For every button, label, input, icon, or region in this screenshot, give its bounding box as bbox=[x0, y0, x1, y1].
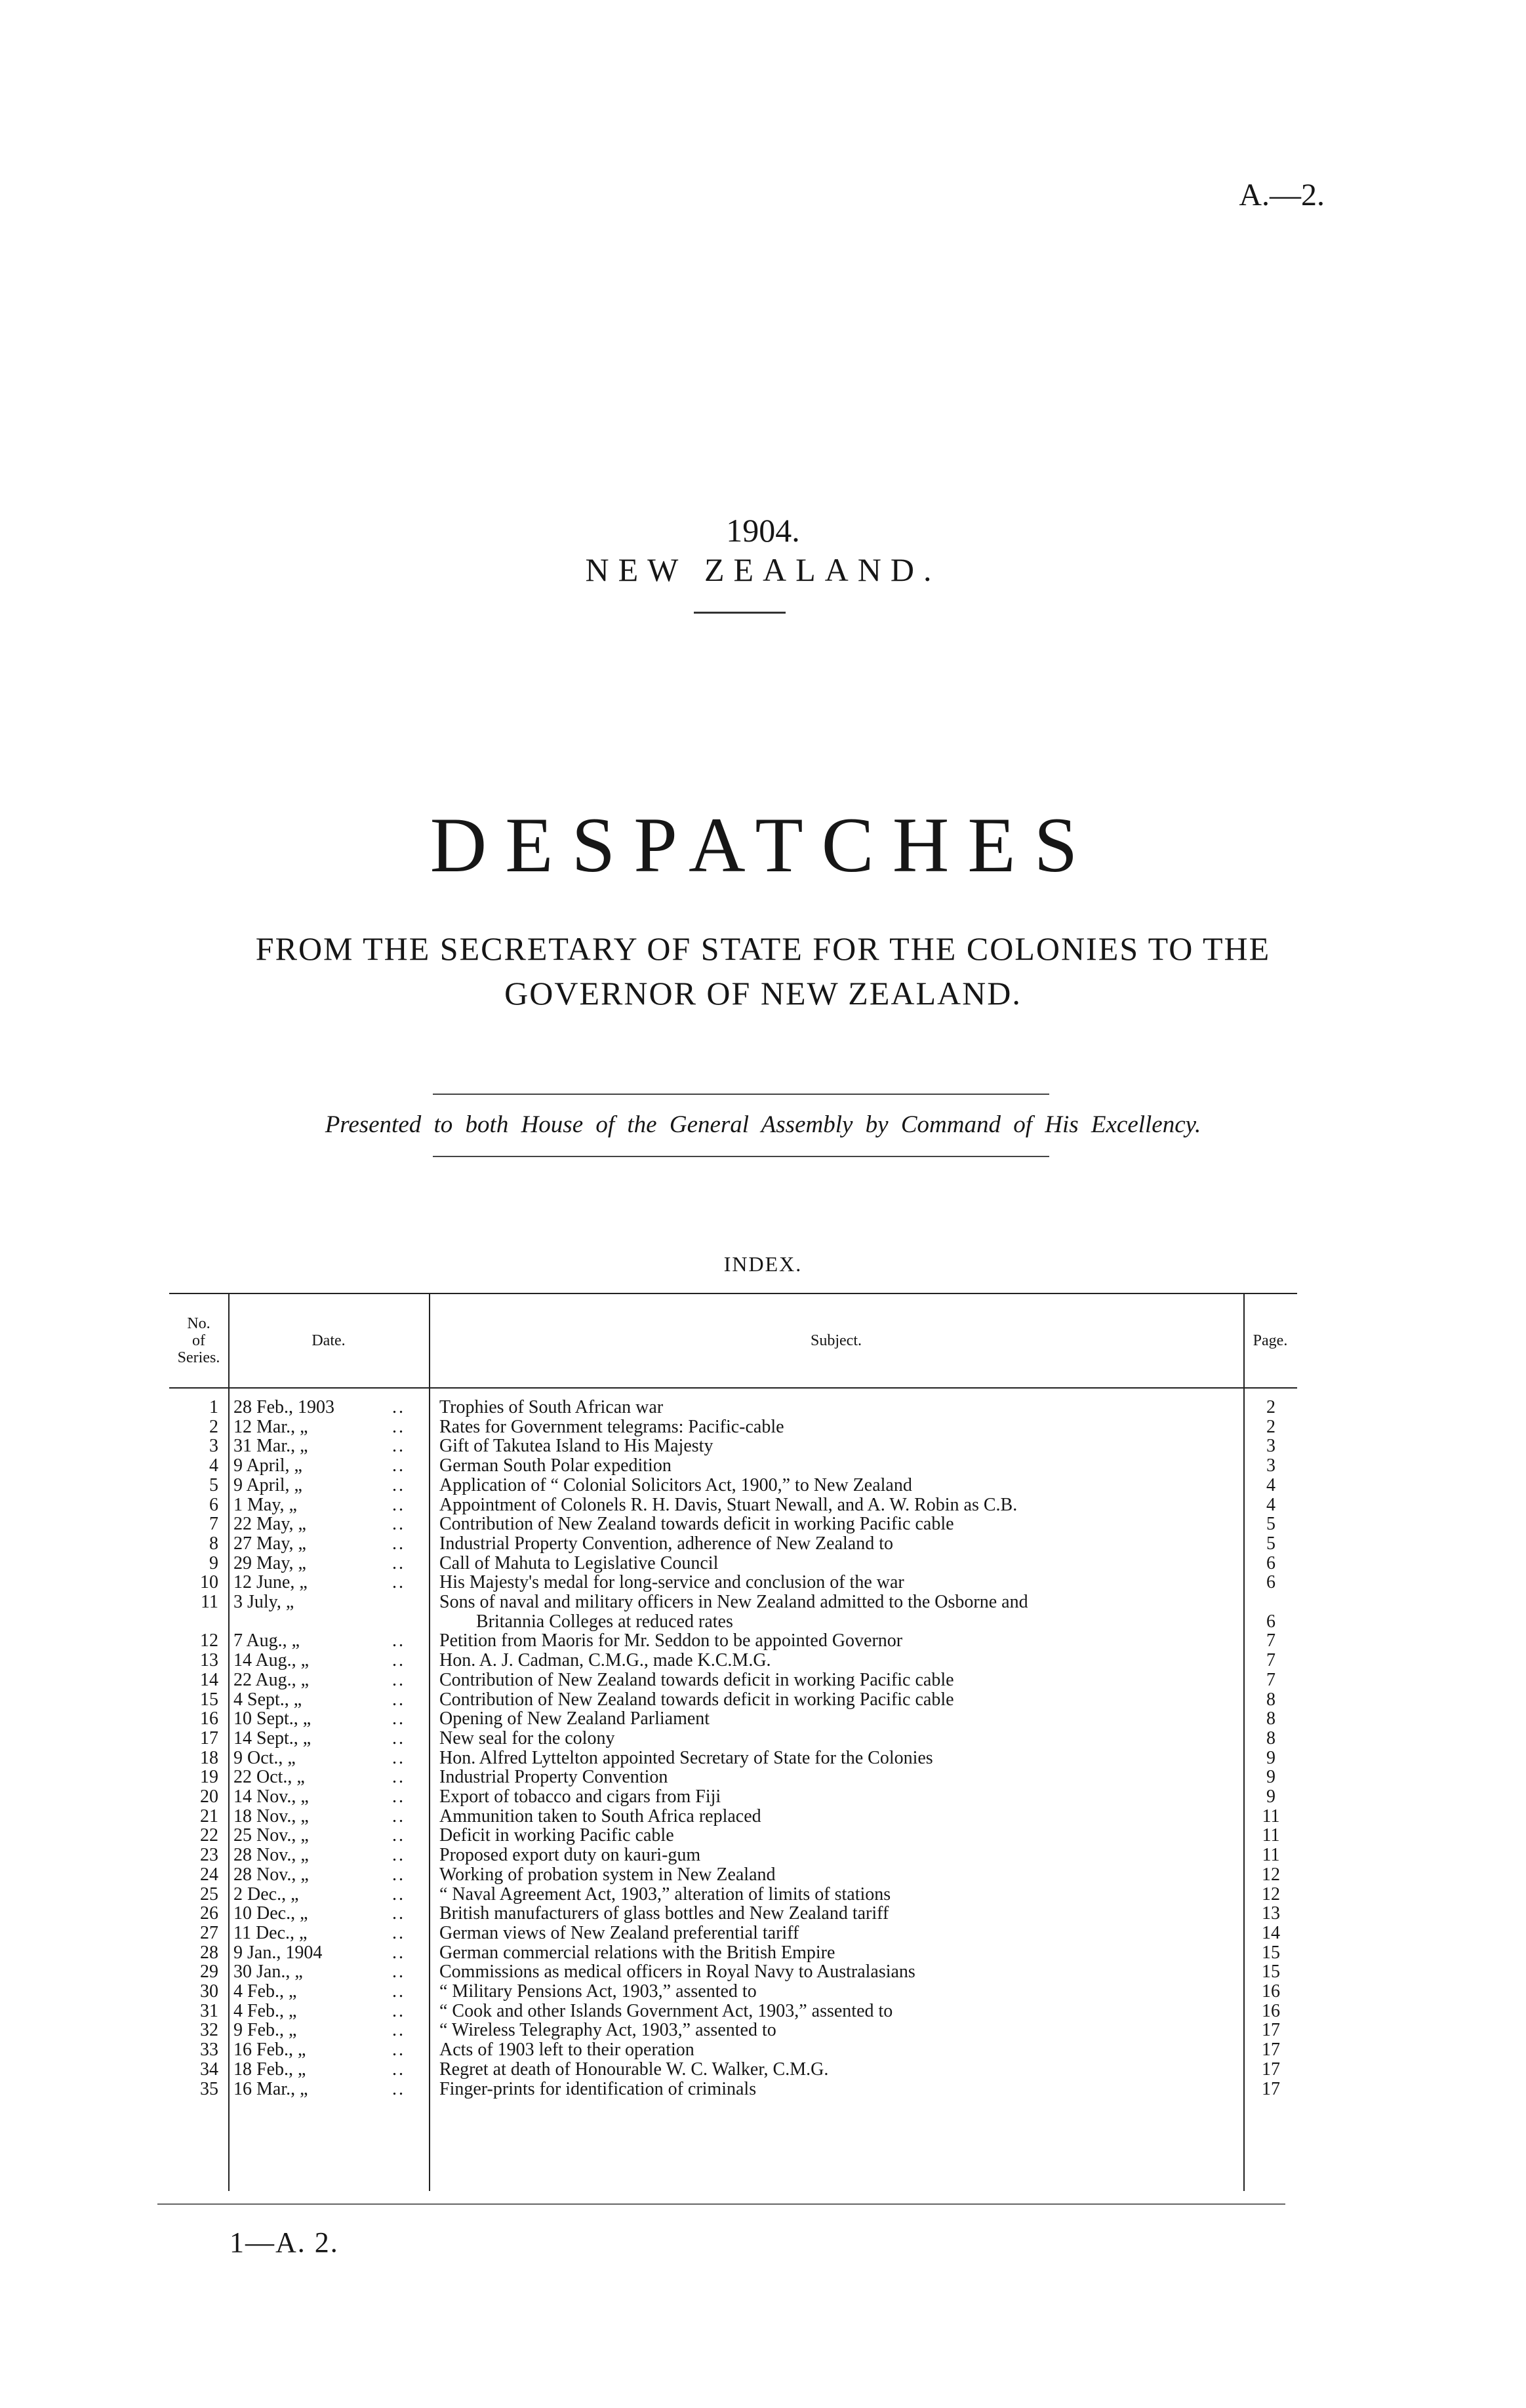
table-row bbox=[169, 2060, 1297, 2079]
leader-dots: .. bbox=[392, 1474, 405, 1495]
despatch-date: 28 Nov., „ bbox=[233, 1845, 309, 1866]
subject-text: Working of probation system in New Zealand bbox=[439, 1864, 776, 1885]
leader-dots: .. bbox=[392, 2000, 405, 2021]
leader-dots: .. bbox=[392, 1689, 405, 1710]
table-row bbox=[169, 1767, 1297, 1786]
table-row bbox=[169, 1631, 1297, 1650]
subject-text: Call of Mahuta to Legislative Council bbox=[439, 1552, 719, 1573]
header-no-of-series bbox=[169, 1315, 228, 1366]
table-row bbox=[169, 1807, 1297, 1826]
page-number: 2 bbox=[1266, 1416, 1275, 1437]
despatch-date: 14 Sept., „ bbox=[233, 1727, 311, 1748]
subject-text: Hon. Alfred Lyttelton appointed Secretary of State for the Colonies bbox=[439, 1747, 933, 1768]
subject-text: Trophies of South African war bbox=[439, 1397, 664, 1417]
despatch-date: 29 May, „ bbox=[233, 1552, 306, 1573]
subtitle-line-2: GOVERNOR OF NEW ZEALAND. bbox=[504, 975, 1022, 1012]
table-row bbox=[169, 1729, 1297, 1748]
table-row bbox=[169, 1456, 1297, 1475]
leader-dots: .. bbox=[392, 1572, 405, 1593]
series-number: 26 bbox=[200, 1903, 218, 1924]
subject-text: Hon. A. J. Cadman, C.M.G., made K.C.M.G. bbox=[439, 1650, 771, 1671]
page-number: 4 bbox=[1266, 1474, 1275, 1495]
series-number: 13 bbox=[200, 1650, 218, 1671]
despatch-date: 22 Oct., „ bbox=[233, 1767, 305, 1788]
table-row bbox=[169, 2080, 1297, 2099]
subject-text: “ Cook and other Islands Government Act, 1903,” assented to bbox=[439, 2000, 893, 2021]
header-page: Page. bbox=[1253, 1332, 1288, 1349]
leader-dots: .. bbox=[392, 1416, 405, 1437]
table-row bbox=[169, 1748, 1297, 1767]
series-number: 19 bbox=[200, 1767, 218, 1788]
despatch-date: 16 Mar., „ bbox=[233, 2078, 308, 2099]
header-no-line: Series. bbox=[177, 1349, 220, 1366]
series-number: 14 bbox=[200, 1669, 218, 1690]
page-number: 17 bbox=[1262, 2059, 1280, 2080]
page-number: 6 bbox=[1266, 1572, 1275, 1593]
page-number: 12 bbox=[1262, 1864, 1280, 1885]
series-number: 33 bbox=[200, 2040, 218, 2061]
leader-dots: .. bbox=[392, 1436, 405, 1457]
page-number: 5 bbox=[1266, 1533, 1275, 1554]
header-no-line: No. bbox=[187, 1315, 211, 1332]
subject-text: Deficit in working Pacific cable bbox=[439, 1825, 674, 1846]
page-number: 15 bbox=[1262, 1942, 1280, 1963]
despatch-date: 3 July, „ bbox=[233, 1592, 294, 1612]
page-number: 4 bbox=[1266, 1494, 1275, 1515]
table-row bbox=[169, 1398, 1297, 1417]
page-number: 7 bbox=[1266, 1630, 1275, 1651]
page-number: 2 bbox=[1266, 1397, 1275, 1417]
page-number: 17 bbox=[1262, 2078, 1280, 2099]
subject-text: Contribution of New Zealand towards deficit in working Pacific cable bbox=[439, 1669, 954, 1690]
footer-divider bbox=[157, 2203, 1285, 2205]
page-number: 7 bbox=[1266, 1650, 1275, 1671]
despatch-date: 27 May, „ bbox=[233, 1533, 306, 1554]
series-number: 28 bbox=[200, 1942, 218, 1963]
table-row bbox=[169, 1962, 1297, 1981]
subject-text: German views of New Zealand preferential tariff bbox=[439, 1922, 799, 1943]
series-number: 24 bbox=[200, 1864, 218, 1885]
index-table bbox=[169, 1293, 1297, 2191]
index-title: INDEX. bbox=[723, 1252, 803, 1276]
despatch-date: 25 Nov., „ bbox=[233, 1825, 309, 1846]
table-row bbox=[169, 1476, 1297, 1495]
despatch-date: 22 May, „ bbox=[233, 1514, 306, 1535]
table-row bbox=[169, 1709, 1297, 1728]
subject-text: Petition from Maoris for Mr. Seddon to be appointed Governor bbox=[439, 1630, 903, 1651]
page-number: 16 bbox=[1262, 1981, 1280, 2002]
page-number: 17 bbox=[1262, 2040, 1280, 2061]
series-number: 5 bbox=[209, 1474, 218, 1495]
series-number: 18 bbox=[200, 1747, 218, 1768]
table-top-rule bbox=[169, 1293, 1297, 1294]
leader-dots: .. bbox=[392, 1552, 405, 1573]
series-number: 3 bbox=[209, 1436, 218, 1457]
series-number: 25 bbox=[200, 1884, 218, 1905]
subject-text: Industrial Property Convention bbox=[439, 1767, 668, 1788]
series-number: 8 bbox=[209, 1533, 218, 1554]
subject-text: Gift of Takutea Island to His Majesty bbox=[439, 1436, 713, 1457]
leader-dots: .. bbox=[392, 1514, 405, 1535]
despatch-date: 16 Feb., „ bbox=[233, 2040, 306, 2061]
series-number: 31 bbox=[200, 2000, 218, 2021]
subject-text: Contribution of New Zealand towards deficit in working Pacific cable bbox=[439, 1689, 954, 1710]
despatch-date: 4 Feb., „ bbox=[233, 2000, 297, 2021]
leader-dots: .. bbox=[392, 1708, 405, 1729]
table-row bbox=[169, 1943, 1297, 1962]
page-number: 6 bbox=[1266, 1552, 1275, 1573]
series-number: 15 bbox=[200, 1689, 218, 1710]
series-number: 35 bbox=[200, 2078, 218, 2099]
page-number: 15 bbox=[1262, 1962, 1280, 1983]
subject-text: Commissions as medical officers in Royal Navy to Australasians bbox=[439, 1962, 915, 1983]
page-number: 13 bbox=[1262, 1903, 1280, 1924]
table-row bbox=[169, 2021, 1297, 2040]
table-row bbox=[169, 1436, 1297, 1455]
subject-text: Finger-prints for identification of criminals bbox=[439, 2078, 757, 2099]
despatch-date: 12 Mar., „ bbox=[233, 1416, 308, 1437]
series-number: 17 bbox=[200, 1727, 218, 1748]
series-number: 29 bbox=[200, 1962, 218, 1983]
despatch-date: 4 Feb., „ bbox=[233, 1981, 297, 2002]
leader-dots: .. bbox=[392, 1825, 405, 1846]
despatch-date: 14 Nov., „ bbox=[233, 1786, 309, 1807]
series-number: 10 bbox=[200, 1572, 218, 1593]
subject-text: “ Naval Agreement Act, 1903,” alteration of limits of stations bbox=[439, 1884, 891, 1905]
series-number: 20 bbox=[200, 1786, 218, 1807]
table-header-rule bbox=[169, 1387, 1297, 1389]
despatch-date: 28 Nov., „ bbox=[233, 1864, 309, 1885]
table-row bbox=[169, 1826, 1297, 1845]
despatch-date: 9 Jan., 1904 bbox=[233, 1942, 323, 1963]
leader-dots: .. bbox=[392, 1494, 405, 1515]
subject-text: German commercial relations with the British Empire bbox=[439, 1942, 835, 1963]
subject-text: Regret at death of Honourable W. C. Walker, C.M.G. bbox=[439, 2059, 829, 2080]
subtitle-line-1: FROM THE SECRETARY OF STATE FOR THE COLONIES TO THE bbox=[255, 930, 1271, 967]
series-number: 27 bbox=[200, 1922, 218, 1943]
page-number: 8 bbox=[1266, 1727, 1275, 1748]
table-row bbox=[169, 1690, 1297, 1709]
page-number: 11 bbox=[1262, 1806, 1280, 1826]
series-number: 12 bbox=[200, 1630, 218, 1651]
page-number: 17 bbox=[1262, 2020, 1280, 2041]
subject-text: Proposed export duty on kauri-gum bbox=[439, 1845, 701, 1866]
leader-dots: .. bbox=[392, 1922, 405, 1943]
table-row bbox=[169, 1592, 1297, 1611]
country-title: NEW ZEALAND. bbox=[585, 551, 941, 588]
subject-text: Application of “ Colonial Solicitors Act, 1900,” to New Zealand bbox=[439, 1474, 912, 1495]
series-number: 11 bbox=[201, 1592, 218, 1612]
leader-dots: .. bbox=[392, 1942, 405, 1963]
page-number: 9 bbox=[1266, 1747, 1275, 1768]
despatch-date: 9 Feb., „ bbox=[233, 2020, 297, 2041]
despatch-date: 18 Nov., „ bbox=[233, 1806, 309, 1826]
page-number: 6 bbox=[1266, 1611, 1275, 1632]
page-number: 3 bbox=[1266, 1455, 1275, 1476]
leader-dots: .. bbox=[392, 1884, 405, 1905]
subject-text: British manufacturers of glass bottles and New Zealand tariff bbox=[439, 1903, 889, 1924]
despatch-date: 7 Aug., „ bbox=[233, 1630, 300, 1651]
despatch-date: 12 June, „ bbox=[233, 1572, 308, 1593]
subject-text: Export of tobacco and cigars from Fiji bbox=[439, 1786, 721, 1807]
series-number: 7 bbox=[209, 1514, 218, 1535]
subject-text-continued: Britannia Colleges at reduced rates bbox=[476, 1611, 733, 1632]
table-row bbox=[169, 2040, 1297, 2059]
leader-dots: .. bbox=[392, 1845, 405, 1866]
series-number: 4 bbox=[209, 1455, 218, 1476]
despatch-date: 10 Sept., „ bbox=[233, 1708, 311, 1729]
subject-text: “ Military Pensions Act, 1903,” assented to bbox=[439, 1981, 757, 2002]
divider bbox=[694, 612, 786, 614]
despatch-date: 22 Aug., „ bbox=[233, 1669, 310, 1690]
page-number: 3 bbox=[1266, 1436, 1275, 1457]
subject-text: Rates for Government telegrams: Pacific-cable bbox=[439, 1416, 784, 1437]
despatch-date: 18 Feb., „ bbox=[233, 2059, 306, 2080]
series-number: 22 bbox=[200, 1825, 218, 1846]
series-number: 30 bbox=[200, 1981, 218, 2002]
table-row bbox=[169, 1924, 1297, 1943]
despatch-date: 9 April, „ bbox=[233, 1455, 302, 1476]
table-row bbox=[169, 1534, 1297, 1553]
table-row bbox=[169, 2002, 1297, 2021]
despatch-date: 9 April, „ bbox=[233, 1474, 302, 1495]
page-number: 12 bbox=[1262, 1884, 1280, 1905]
series-number: 34 bbox=[200, 2059, 218, 2080]
year: 1904. bbox=[726, 512, 800, 549]
leader-dots: .. bbox=[392, 1747, 405, 1768]
page-number: 8 bbox=[1266, 1708, 1275, 1729]
page-number: 11 bbox=[1262, 1845, 1280, 1866]
footer-reference: 1—A. 2. bbox=[230, 2226, 339, 2259]
header-date: Date. bbox=[311, 1332, 346, 1349]
leader-dots: .. bbox=[392, 1864, 405, 1885]
leader-dots: .. bbox=[392, 1650, 405, 1671]
table-row bbox=[169, 1904, 1297, 1923]
table-row bbox=[169, 1514, 1297, 1533]
subject-text: His Majesty's medal for long-service and conclusion of the war bbox=[439, 1572, 904, 1593]
leader-dots: .. bbox=[392, 2059, 405, 2080]
table-row bbox=[169, 1651, 1297, 1670]
subject-text: Acts of 1903 left to their operation bbox=[439, 2040, 694, 2061]
subject-text: New seal for the colony bbox=[439, 1727, 615, 1748]
subject-text: “ Wireless Telegraphy Act, 1903,” assented to bbox=[439, 2020, 776, 2041]
divider bbox=[433, 1094, 1049, 1095]
despatch-date: 28 Feb., 1903 bbox=[233, 1397, 334, 1417]
header-subject: Subject. bbox=[811, 1332, 862, 1349]
page-number: 8 bbox=[1266, 1689, 1275, 1710]
leader-dots: .. bbox=[392, 1669, 405, 1690]
subject-text: Appointment of Colonels R. H. Davis, Stuart Newall, and A. W. Robin as C.B. bbox=[439, 1494, 1018, 1515]
despatch-date: 30 Jan., „ bbox=[233, 1962, 303, 1983]
leader-dots: .. bbox=[392, 1767, 405, 1788]
page-number: 16 bbox=[1262, 2000, 1280, 2021]
despatch-date: 14 Aug., „ bbox=[233, 1650, 310, 1671]
series-number: 1 bbox=[209, 1397, 218, 1417]
leader-dots: .. bbox=[392, 1903, 405, 1924]
leader-dots: .. bbox=[392, 2078, 405, 2099]
subject-text: Contribution of New Zealand towards deficit in working Pacific cable bbox=[439, 1514, 954, 1535]
table-row bbox=[169, 1417, 1297, 1436]
leader-dots: .. bbox=[392, 2020, 405, 2041]
series-number: 2 bbox=[209, 1416, 218, 1437]
despatch-date: 10 Dec., „ bbox=[233, 1903, 308, 1924]
presented-note: Presented to both House of the General Assembly by Command of His Excellency. bbox=[325, 1111, 1201, 1138]
subject-text: Industrial Property Convention, adherence of New Zealand to bbox=[439, 1533, 894, 1554]
leader-dots: .. bbox=[392, 1806, 405, 1826]
leader-dots: .. bbox=[392, 2040, 405, 2061]
despatch-date: 2 Dec., „ bbox=[233, 1884, 299, 1905]
leader-dots: .. bbox=[392, 1533, 405, 1554]
page-number: 9 bbox=[1266, 1786, 1275, 1807]
despatch-date: 9 Oct., „ bbox=[233, 1747, 296, 1768]
leader-dots: .. bbox=[392, 1727, 405, 1748]
leader-dots: .. bbox=[392, 1962, 405, 1983]
subject-text: Ammunition taken to South Africa replaced bbox=[439, 1806, 761, 1826]
despatch-date: 4 Sept., „ bbox=[233, 1689, 302, 1710]
document-reference: A.—2. bbox=[1239, 178, 1325, 212]
table-row bbox=[169, 1865, 1297, 1884]
main-title: DESPATCHES bbox=[430, 801, 1096, 888]
table-row bbox=[169, 1495, 1297, 1514]
table-row bbox=[169, 1885, 1297, 1904]
leader-dots: .. bbox=[392, 1981, 405, 2002]
page-number: 14 bbox=[1262, 1922, 1280, 1943]
page-number: 7 bbox=[1266, 1669, 1275, 1690]
table-row bbox=[169, 1573, 1297, 1592]
table-row bbox=[169, 1670, 1297, 1689]
despatch-date: 11 Dec., „ bbox=[233, 1922, 308, 1943]
table-row bbox=[169, 1845, 1297, 1865]
subject-text: Sons of naval and military officers in New Zealand admitted to the Osborne and bbox=[439, 1592, 1028, 1612]
series-number: 16 bbox=[200, 1708, 218, 1729]
divider bbox=[433, 1156, 1049, 1157]
series-number: 23 bbox=[200, 1845, 218, 1866]
despatch-date: 1 May, „ bbox=[233, 1494, 297, 1515]
leader-dots: .. bbox=[392, 1455, 405, 1476]
subject-text: Opening of New Zealand Parliament bbox=[439, 1708, 710, 1729]
header-no-line: of bbox=[192, 1332, 205, 1349]
page-number: 9 bbox=[1266, 1767, 1275, 1788]
series-number: 21 bbox=[200, 1806, 218, 1826]
series-number: 32 bbox=[200, 2020, 218, 2041]
leader-dots: .. bbox=[392, 1630, 405, 1651]
series-number: 9 bbox=[209, 1552, 218, 1573]
despatch-date: 31 Mar., „ bbox=[233, 1436, 308, 1457]
leader-dots: .. bbox=[392, 1397, 405, 1417]
page-number: 5 bbox=[1266, 1514, 1275, 1535]
subject-text: German South Polar expedition bbox=[439, 1455, 672, 1476]
table-row-continuation bbox=[169, 1612, 1297, 1631]
table-row bbox=[169, 1982, 1297, 2001]
table-row bbox=[169, 1787, 1297, 1806]
leader-dots: .. bbox=[392, 1786, 405, 1807]
table-row bbox=[169, 1554, 1297, 1573]
series-number: 6 bbox=[209, 1494, 218, 1515]
page-number: 11 bbox=[1262, 1825, 1280, 1846]
